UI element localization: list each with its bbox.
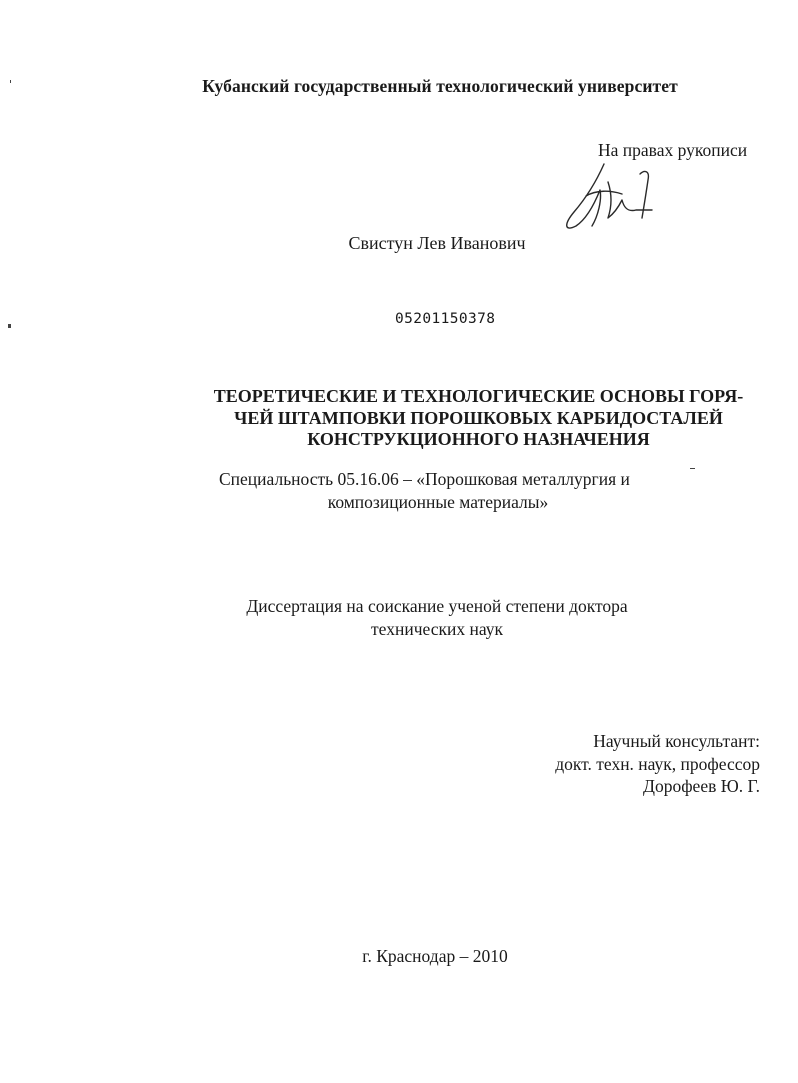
scan-speck (8, 324, 11, 328)
author-name: Свистун Лев Иванович (348, 233, 526, 253)
consultant-line: Дорофеев Ю. Г. (643, 776, 760, 796)
scan-speck (690, 468, 695, 469)
city-year: г. Краснодар – 2010 (362, 946, 508, 966)
title-line: ЧЕЙ ШТАМПОВКИ ПОРОШКОВЫХ КАРБИДОСТАЛЕЙ (234, 408, 723, 428)
university-name: Кубанский государственный технологический университет (202, 76, 678, 96)
registration-code: 05201150378 (395, 311, 496, 327)
specialty-line: Специальность 05.16.06 – «Порошковая металлургия и (219, 469, 630, 489)
title-line: КОНСТРУКЦИОННОГО НАЗНАЧЕНИЯ (307, 429, 650, 449)
dissertation-line: технических наук (371, 619, 503, 639)
specialty-line: композиционные материалы» (327, 492, 549, 512)
consultant-line: Научный консультант: (593, 731, 760, 751)
dissertation-line: Диссертация на соискание ученой степени доктора (246, 596, 628, 616)
handwritten-signature (556, 160, 666, 240)
title-line: ТЕОРЕТИЧЕСКИЕ И ТЕХНОЛОГИЧЕСКИЕ ОСНОВЫ ГОРЯ- (213, 386, 744, 406)
scan-speck (10, 80, 11, 83)
manuscript-note: На правах рукописи (598, 140, 748, 160)
consultant-line: докт. техн. наук, профессор (555, 754, 760, 774)
